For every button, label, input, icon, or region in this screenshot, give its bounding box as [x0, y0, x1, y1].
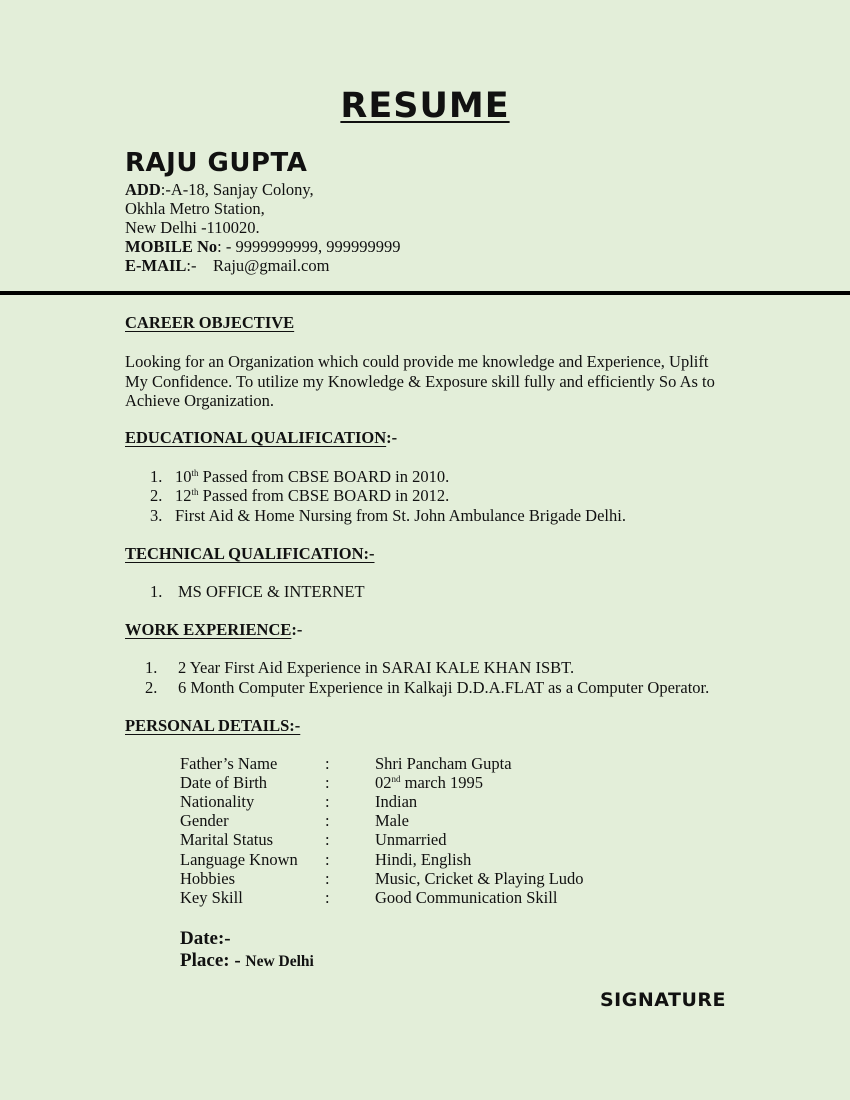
list-number: 3. [150, 506, 163, 525]
personal-label: Date of Birth [180, 773, 268, 792]
list-number: 2. [145, 678, 158, 697]
personal-label: Gender [180, 811, 229, 830]
personal-label: Language Known [180, 850, 298, 869]
technical-item-1: MS OFFICE & INTERNET [178, 582, 365, 601]
personal-value: Unmarried [375, 830, 447, 849]
personal-separator: : [325, 850, 330, 869]
mobile-line [125, 237, 400, 256]
signature-label: SIGNATURE [600, 989, 726, 1011]
place-label: Place: - [180, 950, 241, 971]
work-experience-heading: WORK EXPERIENCE:- [125, 620, 303, 639]
personal-value: Shri Pancham Gupta [375, 754, 512, 773]
mobile-value: : - 9999999999, 999999999 [217, 237, 401, 256]
personal-label: Nationality [180, 792, 255, 811]
list-number: 1. [150, 467, 163, 486]
personal-separator: : [325, 888, 330, 907]
career-objective-heading: CAREER OBJECTIVE [125, 313, 295, 332]
candidate-name: RAJU GUPTA [125, 148, 308, 178]
personal-value: Music, Cricket & Playing Ludo [375, 869, 584, 888]
personal-separator: : [325, 754, 330, 773]
address-label: ADD [125, 180, 161, 199]
personal-details-heading: PERSONAL DETAILS:- [125, 716, 301, 735]
personal-separator: : [325, 869, 330, 888]
place-value: New Delhi [245, 953, 314, 970]
education-item-3: First Aid & Home Nursing from St. John Ambulance Brigade Delhi. [175, 506, 626, 525]
work-item-2: 6 Month Computer Experience in Kalkaji D.D.A.FLAT as a Computer Operator. [178, 678, 710, 697]
email-label: E-MAIL [125, 256, 187, 275]
personal-value: Good Communication Skill [375, 888, 558, 907]
address-line-1 [125, 180, 314, 199]
address-line-2: Okhla Metro Station, [125, 199, 265, 218]
mobile-label: MOBILE No [125, 237, 218, 256]
personal-value: Hindi, English [375, 850, 472, 869]
personal-value: Indian [375, 792, 418, 811]
header-divider [0, 291, 850, 295]
email-value: :- Raju@gmail.com [186, 256, 330, 275]
list-number: 1. [145, 658, 158, 677]
personal-separator: : [325, 792, 330, 811]
date-label: Date:- [180, 928, 231, 949]
resume-title: RESUME [340, 86, 510, 126]
personal-label: Marital Status [180, 830, 274, 849]
address-line-3: New Delhi -110020. [125, 218, 260, 237]
education-item-2: 12th Passed from CBSE BOARD in 2012. [175, 486, 450, 505]
place-line [180, 950, 314, 972]
work-item-1: 2 Year First Aid Experience in SARAI KALE KHAN ISBT. [178, 658, 575, 677]
address-value: :-A-18, Sanjay Colony, [160, 180, 314, 199]
personal-separator: : [325, 773, 330, 792]
education-heading: EDUCATIONAL QUALIFICATION:- [125, 428, 398, 447]
personal-value: 02nd march 1995 [375, 773, 483, 792]
personal-label: Key Skill [180, 888, 243, 907]
career-objective-text: Looking for an Organization which could provide me knowledge and Experience, Uplift My Confidence. To utilize my Knowledge & Exposure skill fully and efficiently So As to Achieve Organization. [125, 352, 715, 410]
list-number: 2. [150, 486, 163, 505]
personal-separator: : [325, 830, 330, 849]
technical-heading: TECHNICAL QUALIFICATION:- [125, 544, 375, 563]
email-line [125, 256, 329, 275]
list-number: 1. [150, 582, 163, 601]
personal-value: Male [375, 811, 409, 830]
personal-label: Hobbies [180, 869, 235, 888]
personal-label: Father’s Name [180, 754, 278, 773]
education-item-1: 10th Passed from CBSE BOARD in 2010. [175, 467, 450, 486]
personal-separator: : [325, 811, 330, 830]
